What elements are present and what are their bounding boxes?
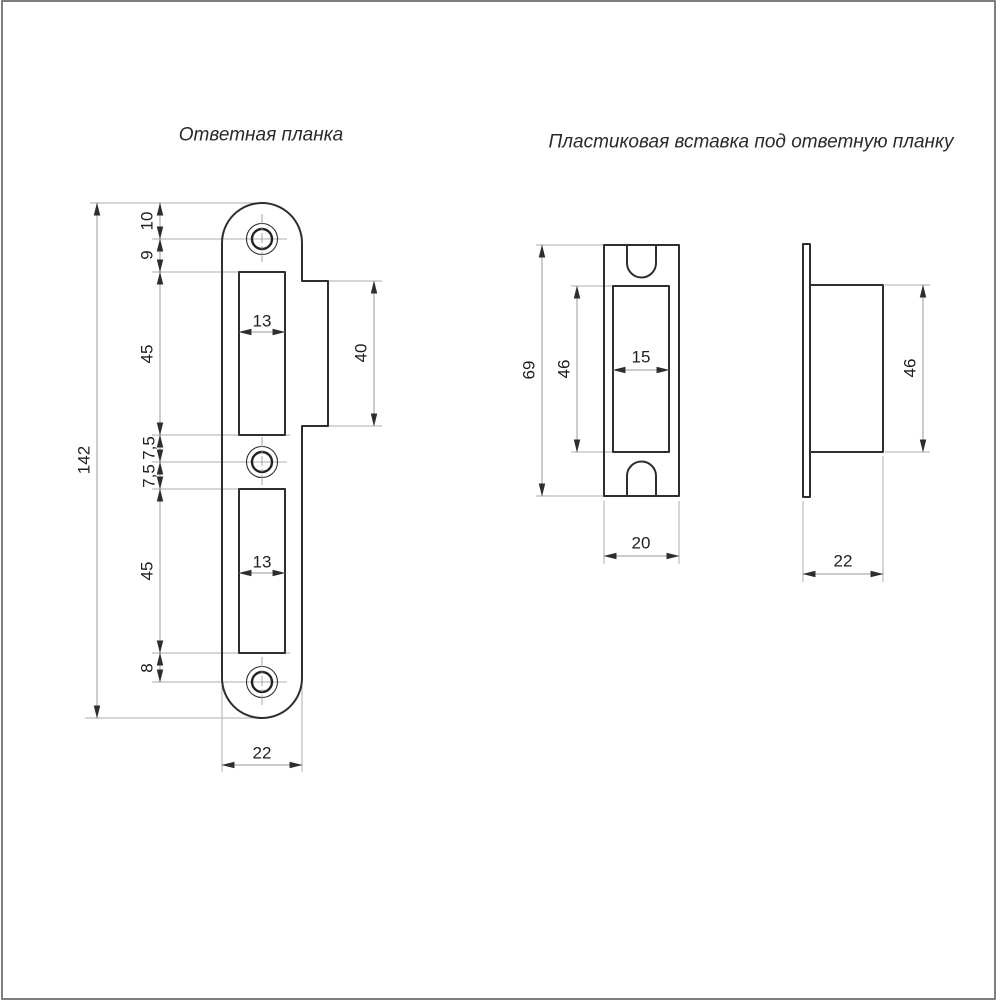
dim-label-slot2-height: 45	[137, 561, 157, 581]
dim-label-insert-window-height: 46	[554, 359, 574, 379]
insert-front-view	[520, 245, 680, 564]
dim-label-insert-depth: 22	[833, 551, 853, 571]
insert-side-view	[803, 244, 930, 582]
plate-title: Ответная планка	[178, 124, 344, 146]
dim-label-hole-to-slot: 9	[137, 250, 157, 260]
dim-label-slot1-height: 45	[137, 344, 157, 364]
insert-title: Пластиковая вставка под ответную планку	[548, 131, 954, 153]
dim-label-gap-lower: 7,5	[139, 464, 159, 488]
dim-label-gap-upper: 7,5	[139, 436, 159, 460]
dim-label-insert-total-height: 69	[519, 360, 539, 380]
dim-label-insert-body-height: 46	[900, 358, 920, 378]
dim-label-total-height: 142	[74, 445, 94, 475]
dim-label-slot1-width: 13	[252, 311, 272, 331]
insert-top-notch	[627, 245, 656, 278]
dim-label-plate-width: 22	[252, 743, 272, 763]
insert-window	[613, 286, 669, 452]
dim-label-lip-height: 40	[351, 343, 371, 363]
insert-flange-outline	[803, 244, 810, 497]
strike-plate-view	[75, 203, 383, 772]
dim-label-slot2-width: 13	[252, 552, 272, 572]
plate-outline	[222, 203, 328, 718]
latch-slot-top	[239, 272, 285, 435]
insert-depth-body-outline	[810, 285, 883, 452]
dim-label-insert-window-width: 15	[631, 347, 651, 367]
dim-label-insert-width: 20	[631, 533, 651, 553]
dim-label-slot2-to-hole: 8	[137, 663, 157, 673]
insert-bottom-arch	[627, 462, 656, 497]
dim-label-top-edge-to-hole: 10	[137, 211, 157, 231]
